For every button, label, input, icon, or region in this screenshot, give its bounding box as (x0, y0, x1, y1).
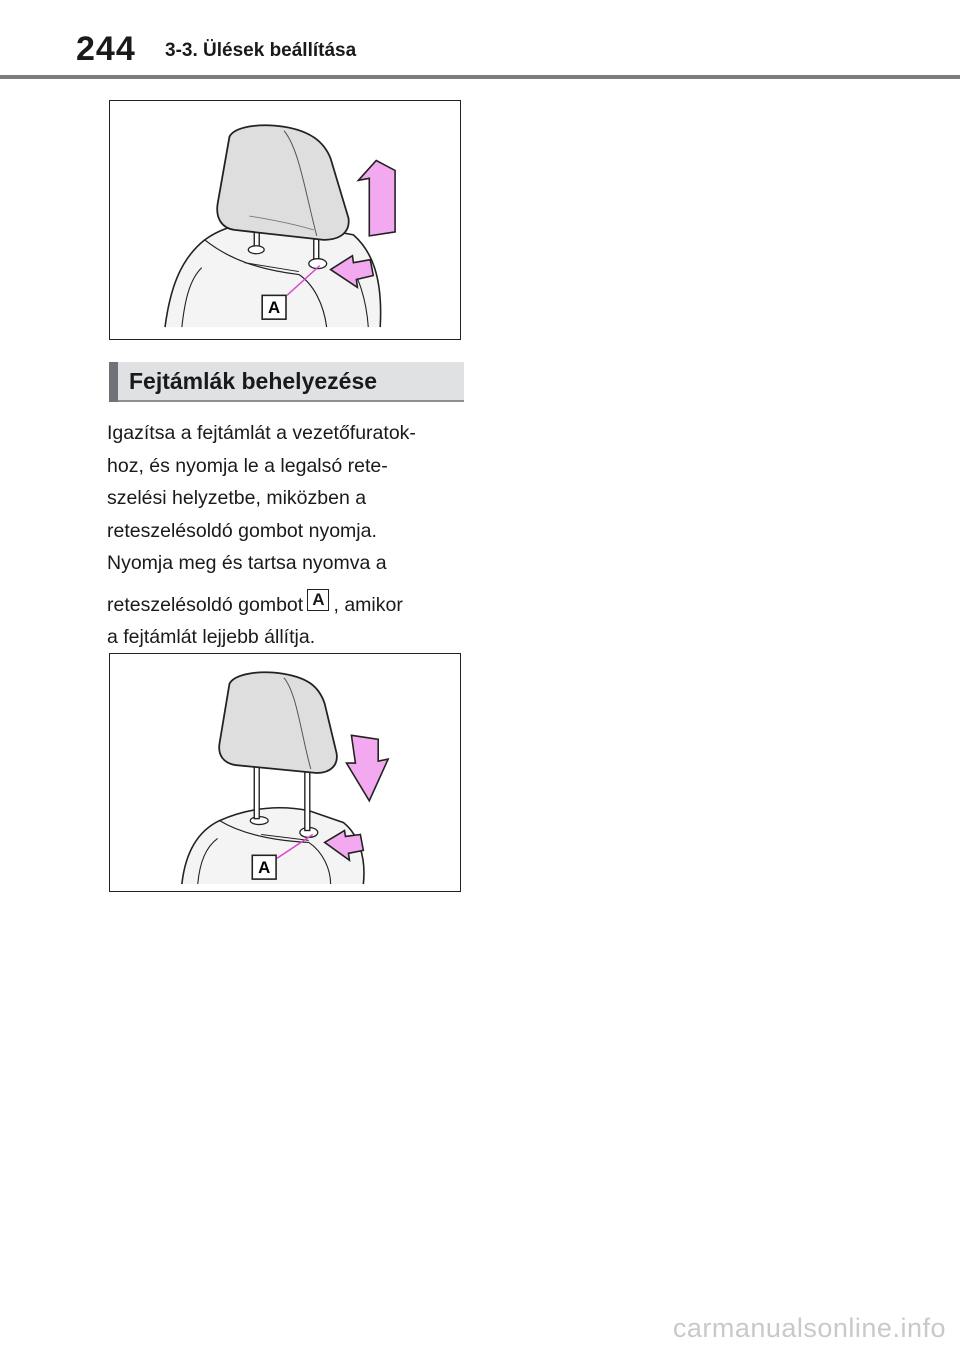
figure-headrest-raise (109, 100, 461, 340)
body-line: a fejtámlát lejjebb állítja. (107, 626, 316, 648)
body-line: szelési helyzetbe, miközben a (107, 487, 367, 509)
figure-callout-label: A (268, 298, 281, 318)
body-line: reteszelésoldó gombot nyomja. (107, 519, 377, 542)
headrest-raise-illustration (110, 101, 460, 339)
heading-marker (109, 362, 118, 402)
body-line: hoz, és nyomja le a legalsó rete- (107, 454, 388, 477)
headrest-lower-illustration (110, 654, 460, 891)
body-text-segment: reteszelésoldó gombot (107, 593, 304, 616)
page-number: 244 (76, 30, 136, 68)
figure-headrest-lower (109, 653, 461, 892)
section-heading-bar (109, 362, 464, 402)
watermark: carmanualsonline.info (672, 1313, 946, 1343)
body-line-with-label (107, 589, 467, 622)
body-line: Igazítsa a fejtámlát a vezetőfuratok- (107, 422, 416, 444)
header-rule (0, 75, 960, 79)
page-header (0, 0, 960, 80)
inline-callout-label: A (307, 589, 329, 611)
body-line: Nyomja meg és tartsa nyomva a (107, 552, 387, 574)
instruction-text (107, 417, 467, 654)
section-heading: Fejtámlák behelyezése (129, 368, 378, 394)
body-text-segment: , amikor (333, 593, 403, 616)
figure-callout-label: A (258, 858, 271, 878)
section-title: 3-3. Ülések beállítása (165, 40, 357, 61)
